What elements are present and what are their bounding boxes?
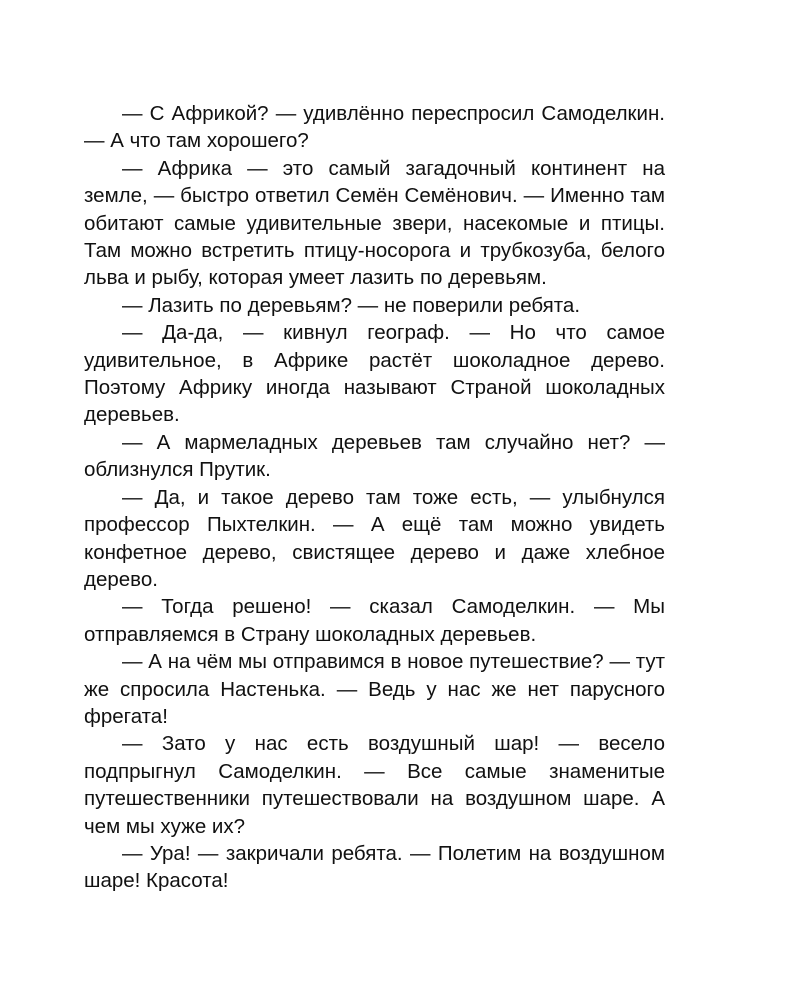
paragraph: — Да, и такое дерево там тоже есть, — улыбнулся профессор Пыхтелкин. — А ещё там можно увидеть конфетное дерево, свистящее дерево и даже хлебное дерево. (84, 485, 665, 591)
paragraph: — А на чём мы отправимся в новое путешествие? — тут же спросила Настенька. — Ведь у нас же нет парусного фрегата! (84, 650, 665, 728)
paragraph: — Да-да, — кивнул географ. — Но что самое удивительное, в Африке растёт шоколадное дерево. Поэтому Африку иногда называют Страной шоколадных деревьев. (84, 321, 665, 427)
paragraph: — Тогда решено! — сказал Самоделкин. — Мы отправляемся в Страну шоколадных деревьев. (84, 595, 665, 646)
paragraph: — Ура! — закричали ребята. — Полетим на воздушном шаре! Красота! (84, 841, 665, 893)
paragraph: — Африка — это самый загадочный континент на земле, — быстро ответил Семён Семёнович. — Именно там обитают самые удивительные звери, насекомые и птицы. Там можно встретить птицу-носорога и трубкозуба, белого льва и рыбу, которая умеет лазить по деревьям. (84, 156, 665, 290)
paragraph: — Лазить по деревьям? — не поверили ребята. (122, 293, 581, 317)
paragraph: — А мармеладных деревьев там случайно нет? — облизнулся Прутик. (84, 430, 665, 482)
paragraph: — С Африкой? — удивлённо переспросил Самоделкин. — А что там хорошего? (84, 102, 665, 153)
book-page-text (84, 100, 665, 895)
paragraph: — Зато у нас есть воздушный шар! — весело подпрыгнул Самоделкин. — Все самые знаменитые путешественники путешествовали на воздушном шаре. А чем мы хуже их? (84, 732, 665, 838)
